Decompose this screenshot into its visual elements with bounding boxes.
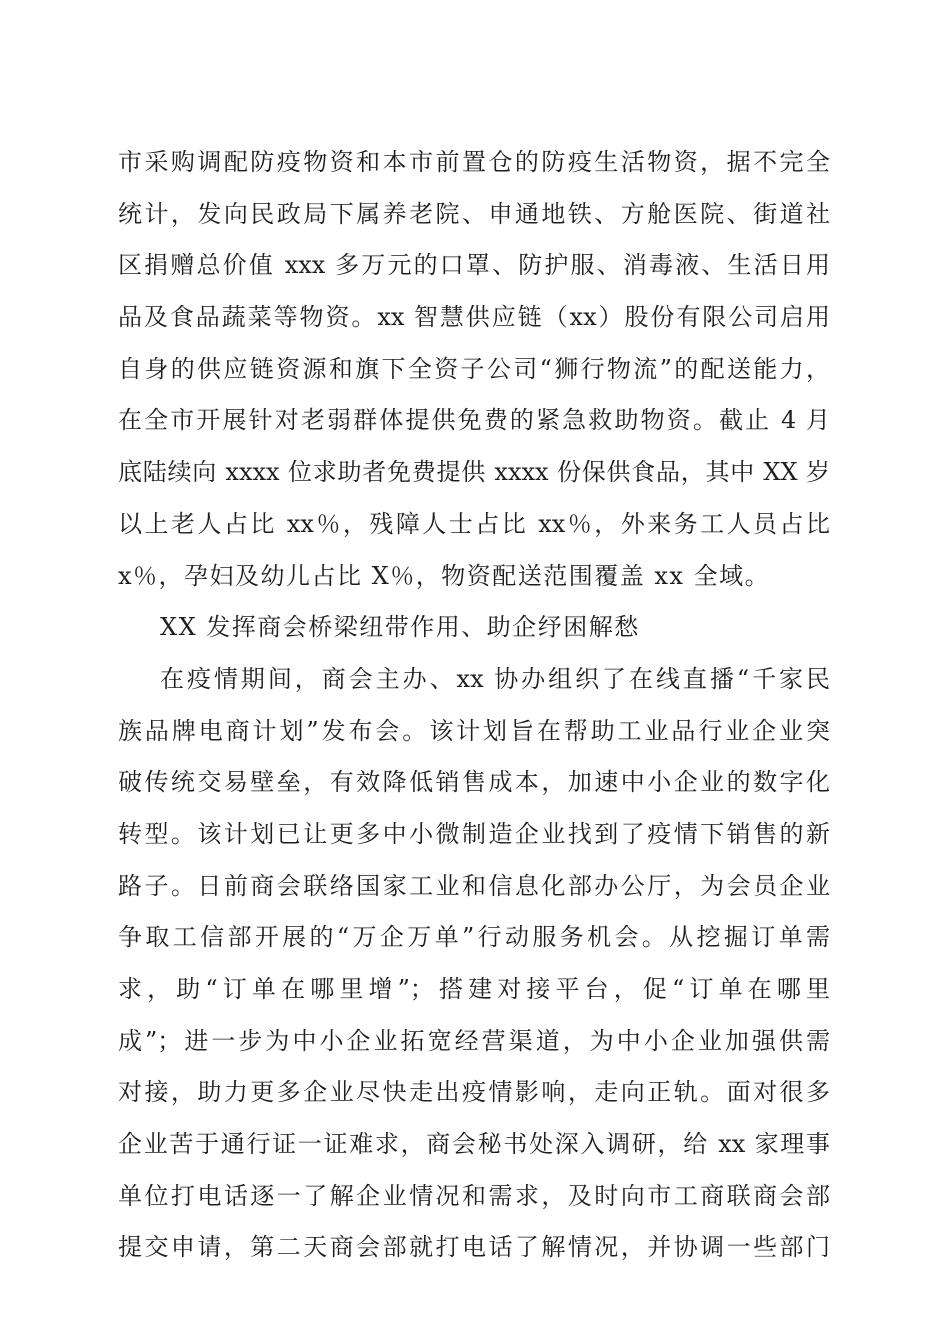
paragraph-2-line: 破传统交易壁垒，有效降低销售成本，加速中小企业的数字化 bbox=[118, 768, 830, 797]
section-heading: XX 发挥商会桥梁纽带作用、助企纾困解愁 bbox=[160, 613, 640, 642]
paragraph-1-line: 品及食品蔬菜等物资。xx 智慧供应链（xx）股份有限公司启用 bbox=[118, 303, 830, 332]
body-text bbox=[118, 137, 830, 1274]
paragraph-1-line: 统计，发向民政局下属养老院、申通地铁、方舱医院、街道社 bbox=[118, 199, 830, 228]
paragraph-2-line: 求，助“订单在哪里增”；搭建对接平台，促“订单在哪里 bbox=[118, 975, 830, 1003]
paragraph-2-line: 在疫情期间，商会主办、xx 协办组织了在线直播“千家民 bbox=[160, 664, 830, 693]
paragraph-2-line: 单位打电话逐一了解企业情况和需求，及时向市工商联商会部 bbox=[118, 1181, 830, 1210]
paragraph-2-line: 路子。日前商会联络国家工业和信息化部办公厅，为会员企业 bbox=[118, 871, 830, 900]
paragraph-1-line: 底陆续向 xxxx 位求助者免费提供 xxxx 份保供食品，其中 XX 岁 bbox=[118, 458, 830, 487]
paragraph-2-line: 提交申请，第二天商会部就打电话了解情况，并协调一些部门 bbox=[118, 1233, 830, 1262]
paragraph-2-line: 族品牌电商计划”发布会。该计划旨在帮助工业品行业企业突 bbox=[118, 716, 830, 745]
paragraph-2-line: 争取工信部开展的“万企万单”行动服务机会。从挖掘订单需 bbox=[118, 923, 830, 952]
paragraph-2-line: 对接，助力更多企业尽快走出疫情影响，走向正轨。面对很多 bbox=[118, 1078, 830, 1107]
paragraph-2-line: 转型。该计划已让更多中小微制造企业找到了疫情下销售的新 bbox=[118, 819, 830, 848]
paragraph-1-line: 在全市开展针对老弱群体提供免费的紧急救助物资。截止 4 月 bbox=[118, 406, 830, 435]
paragraph-1-line: 以上老人占比 xx％，残障人士占比 xx％，外来务工人员占比 bbox=[118, 509, 830, 538]
paragraph-2-line: 企业苦于通行证一证难求，商会秘书处深入调研，给 xx 家理事 bbox=[118, 1130, 830, 1159]
paragraph-2-line: 成”；进一步为中小企业拓宽经营渠道，为中小企业加强供需 bbox=[118, 1026, 830, 1055]
paragraph-1-line: 区捐赠总价值 xxx 多万元的口罩、防护服、消毒液、生活日用 bbox=[118, 251, 830, 280]
paragraph-1-line: 市采购调配防疫物资和本市前置仓的防疫生活物资，据不完全 bbox=[118, 148, 830, 176]
paragraph-1-line: 自身的供应链资源和旗下全资子公司“狮行物流”的配送能力， bbox=[118, 354, 830, 383]
paragraph-1-line: x％，孕妇及幼儿占比 X％，物资配送范围覆盖 xx 全域。 bbox=[118, 561, 771, 590]
